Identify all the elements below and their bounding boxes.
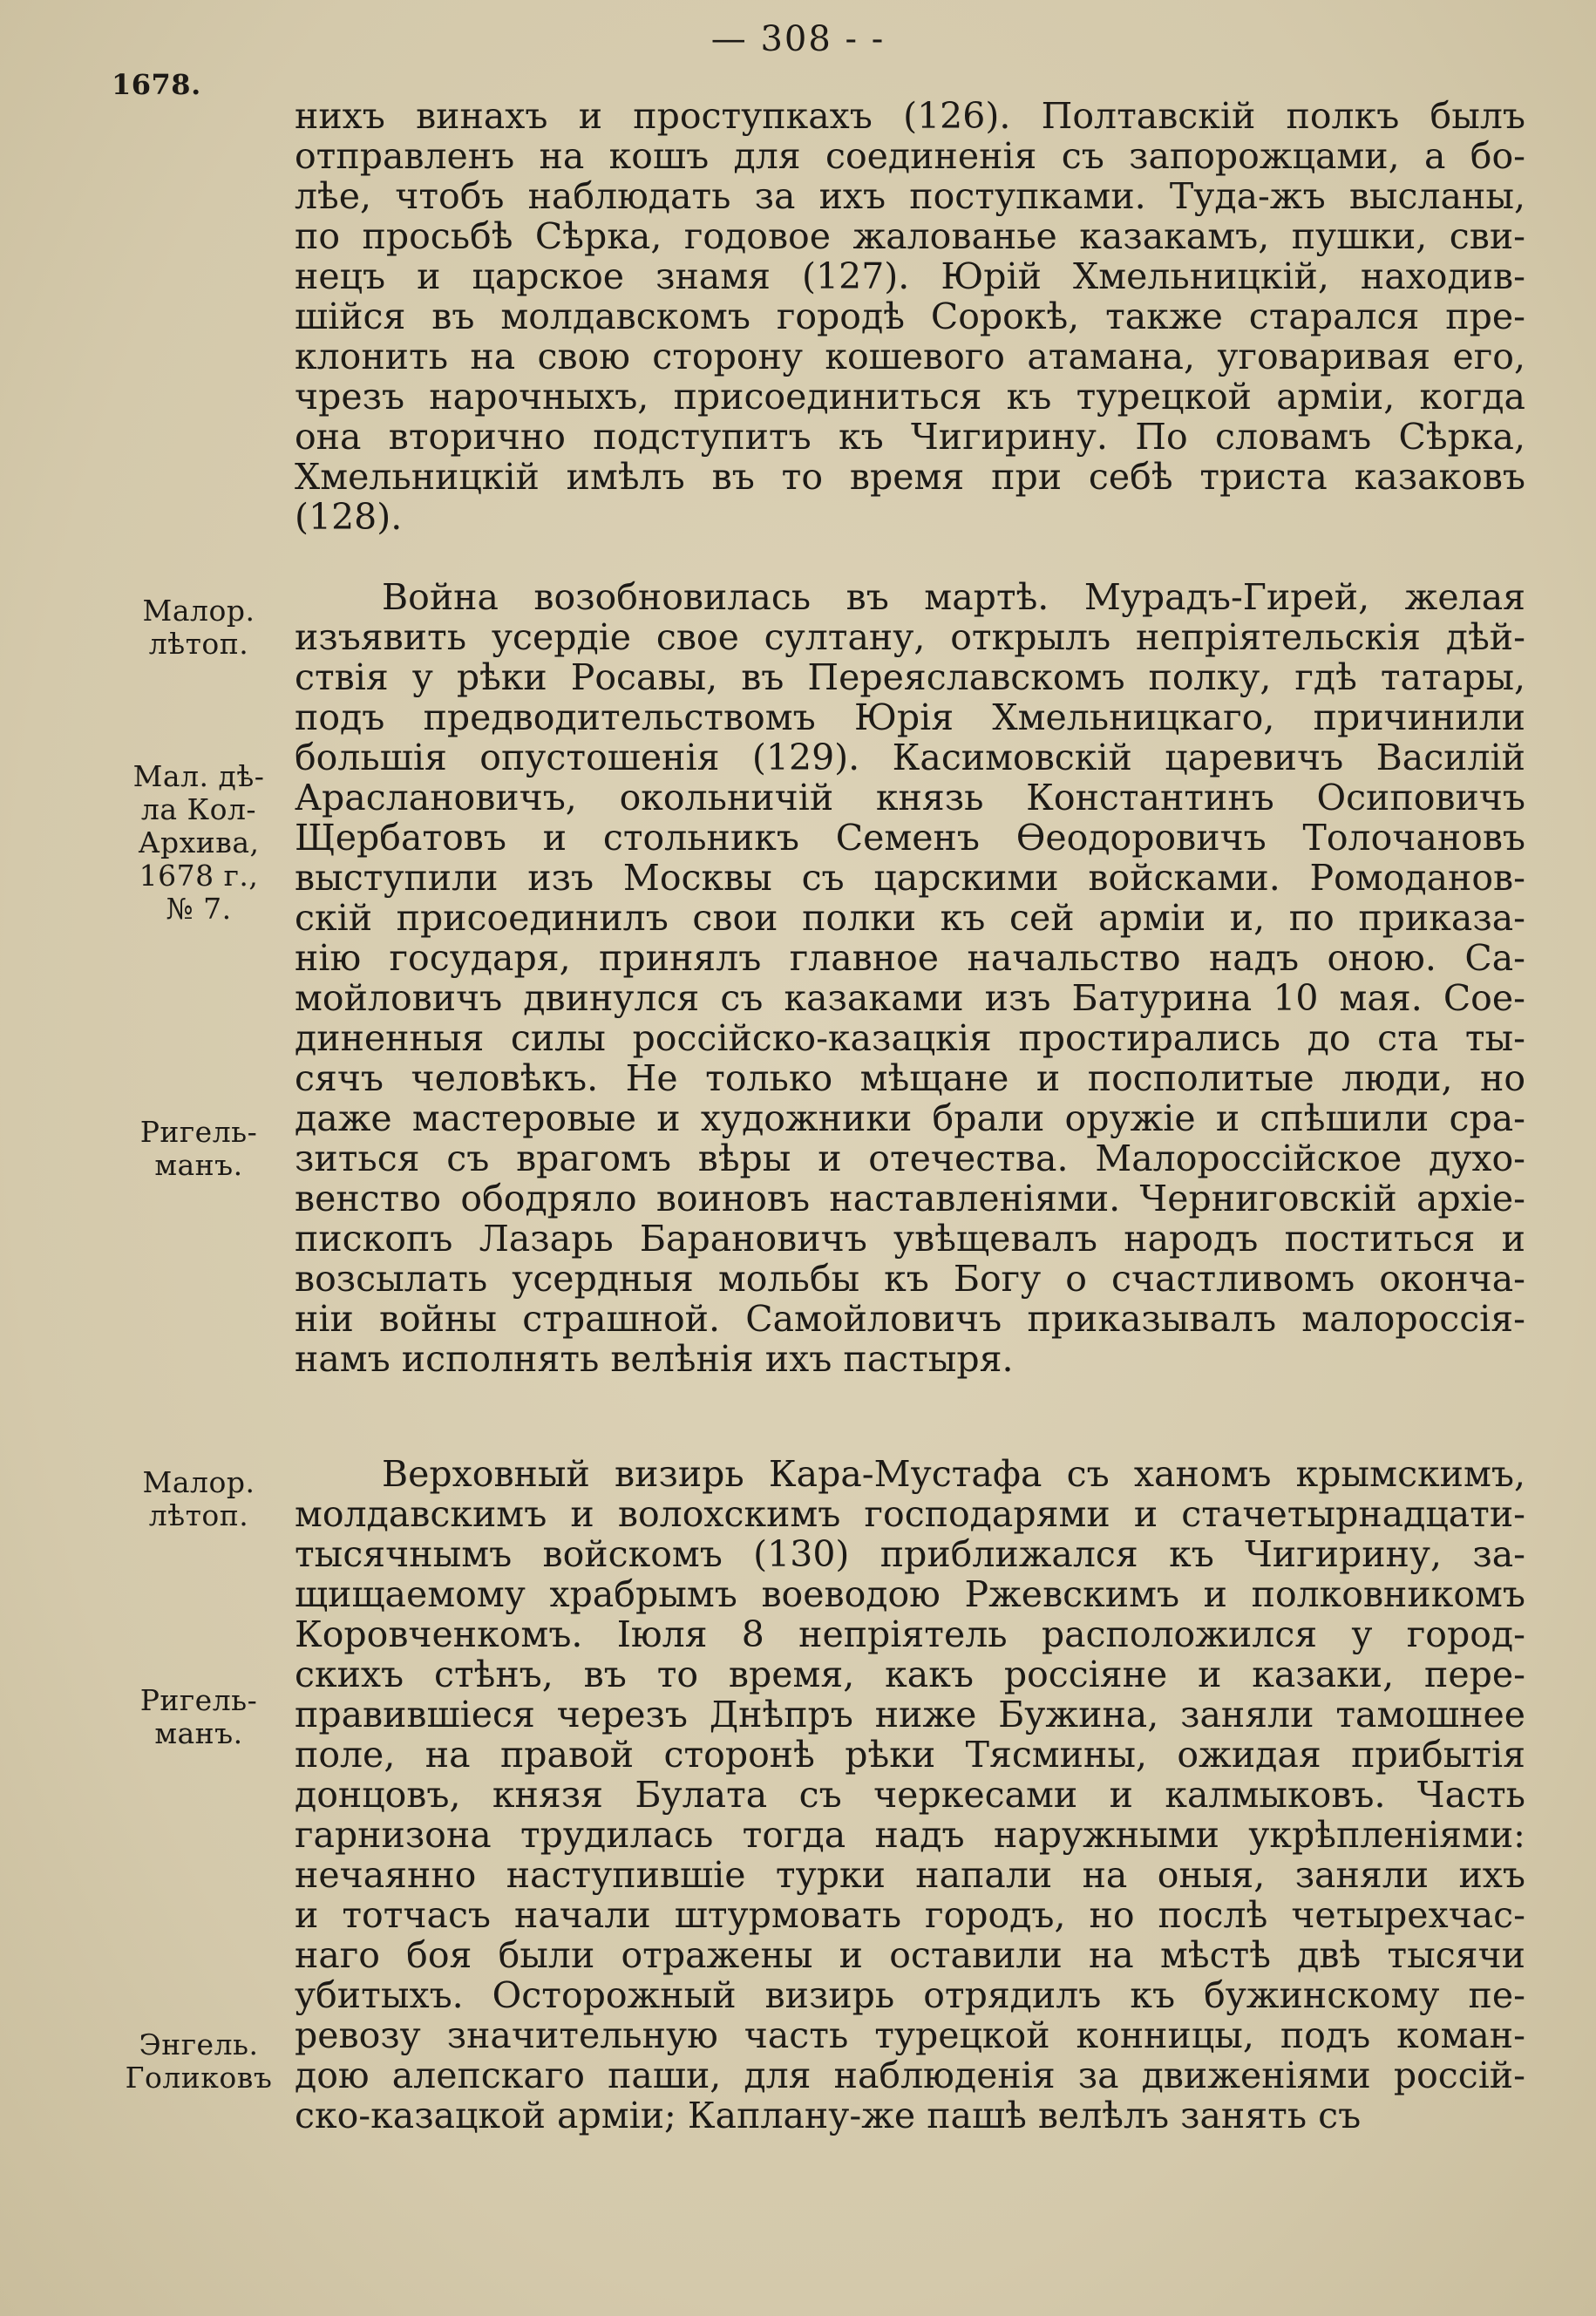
text-line: сячъ человѣкъ. Не только мѣщане и посполитые люди, но: [295, 1058, 1525, 1098]
margin-note-source: Энгель. Голиковъ: [125, 2027, 273, 2095]
margin-note-source: Мал. дѣ- ла Кол- Архива, 1678 г., № 7.: [132, 759, 265, 926]
text-line: ско-казацкой арміи; Каплану-же пашѣ велѣлъ занять съ: [295, 2095, 1362, 2136]
text-line: правившіеся черезъ Днѣпръ ниже Бужина, заняли тамошнее: [295, 1695, 1525, 1735]
text-line: подъ предводительствомъ Юрія Хмельницкаго, причинили: [295, 697, 1525, 737]
text-line: по просьбѣ Сѣрка, годовое жалованье казакамъ, пушки, сви-: [295, 216, 1525, 256]
text-line: выступили изъ Москвы съ царскими войсками. Ромоданов-: [295, 858, 1525, 898]
text-line: намъ исполнять велѣнія ихъ пастыря.: [295, 1339, 1014, 1379]
text-line: тысячнымъ войскомъ (130) приближался къ Чигирину, за-: [295, 1534, 1525, 1574]
margin-note-year: 1678.: [112, 68, 201, 101]
text-line: она вторично подступитъ къ Чигирину. По словамъ Сѣрка,: [295, 417, 1525, 457]
text-line: шійся въ молдавскомъ городѣ Сорокѣ, также старался пре-: [295, 296, 1525, 336]
text-line: изъявить усердіе свое султану, открылъ непріятельскія дѣй-: [295, 617, 1525, 657]
paragraph: [295, 1454, 1525, 2136]
text-line: лѣе, чтобъ наблюдать за ихъ поступками. Туда-жъ высланы,: [295, 176, 1525, 216]
text-line: нію государя, принялъ главное начальство надъ оною. Са-: [295, 938, 1525, 978]
text-line: Верховный визирь Кара-Мустафа съ ханомъ крымскимъ,: [382, 1454, 1525, 1494]
text-line: гарнизона трудилась тогда надъ наружными укрѣпленіями:: [295, 1815, 1525, 1855]
text-line: скій присоединилъ свои полки къ сей арміи и, по приказа-: [295, 898, 1525, 938]
text-line: даже мастеровые и художники брали оружіе и спѣшили сра-: [295, 1098, 1525, 1138]
text-line: Щербатовъ и стольникъ Семенъ Ѳеодоровичъ Толочановъ: [295, 818, 1525, 858]
text-line: ніи войны страшной. Самойловичъ приказывалъ малороссія-: [295, 1299, 1525, 1339]
text-line: ревозу значительную часть турецкой конницы, подъ коман-: [295, 2015, 1525, 2055]
text-line: Коровченкомъ. Іюля 8 непріятель расположился у город-: [295, 1614, 1525, 1654]
text-line: большія опустошенія (129). Касимовскій царевичъ Василій: [295, 737, 1525, 778]
text-line: венство ободряло воиновъ наставленіями. Черниговскій архіе-: [295, 1178, 1525, 1219]
text-line: мойловичъ двинулся съ казаками изъ Батурина 10 мая. Сое-: [295, 978, 1525, 1018]
paragraph: [295, 96, 1525, 537]
text-line: возсылать усердныя мольбы къ Богу о счастливомъ оконча-: [295, 1259, 1525, 1299]
margin-note-source: Ригель- манъ.: [139, 1115, 258, 1182]
text-line: нихъ винахъ и проступкахъ (126). Полтавскій полкъ былъ: [295, 96, 1525, 136]
text-line: щищаемому храбрымъ воеводою Ржевскимъ и полковникомъ: [295, 1574, 1525, 1614]
margin-note-source: Ригель- манъ.: [139, 1683, 258, 1750]
text-line: клонить на свою сторону кошевого атамана, уговаривая его,: [295, 336, 1525, 377]
text-line: убитыхъ. Осторожный визирь отрядилъ къ бужинскому пе-: [295, 1975, 1525, 2015]
text-line: наго боя были отражены и оставили на мѣстѣ двѣ тысячи: [295, 1935, 1525, 1975]
text-line: Война возобновилась въ мартѣ. Мурадъ-Гирей, желая: [382, 577, 1525, 617]
margin-note-source: Малор. лѣтоп.: [142, 1465, 255, 1532]
text-line: и тотчасъ начали штурмовать городъ, но послѣ четырехчас-: [295, 1895, 1525, 1935]
text-line: молдавскимъ и волохскимъ господарями и стачетырнадцати-: [295, 1494, 1525, 1534]
text-line: (128).: [295, 497, 403, 537]
text-line: дою алепскаго паши, для наблюденія за движеніями россій-: [295, 2055, 1525, 2095]
text-line: диненныя силы россійско-казацкія простирались до ста ты-: [295, 1018, 1525, 1058]
text-line: донцовъ, князя Булата съ черкесами и калмыковъ. Часть: [295, 1775, 1525, 1815]
text-line: зиться съ врагомъ вѣры и отечества. Малороссійское духо-: [295, 1138, 1525, 1178]
text-line: скихъ стѣнъ, въ то время, какъ россіяне и казаки, пере-: [295, 1654, 1525, 1695]
margin-note-source: Малор. лѣтоп.: [142, 594, 255, 661]
page-number: — 308 - -: [710, 19, 886, 59]
text-line: Хмельницкій имѣлъ въ то время при себѣ триста казаковъ: [295, 457, 1525, 497]
text-line: ствія у рѣки Росавы, въ Переяславскомъ полку, гдѣ татары,: [295, 657, 1525, 697]
paragraph: [295, 577, 1525, 1379]
text-line: отправленъ на кошъ для соединенія съ запорожцами, а бо-: [295, 136, 1525, 176]
text-line: нечаянно наступившіе турки напали на оныя, заняли ихъ: [295, 1855, 1525, 1895]
text-line: поле, на правой сторонѣ рѣки Тясмины, ожидая прибытія: [295, 1735, 1525, 1775]
text-line: чрезъ нарочныхъ, присоединиться къ турецкой арміи, когда: [295, 377, 1525, 417]
text-line: нецъ и царское знамя (127). Юрій Хмельницкій, находив-: [295, 256, 1525, 296]
text-line: Араслановичъ, окольничій князь Константинъ Осиповичъ: [295, 778, 1525, 818]
text-line: пископъ Лазарь Барановичъ увѣщевалъ народъ поститься и: [295, 1219, 1525, 1259]
